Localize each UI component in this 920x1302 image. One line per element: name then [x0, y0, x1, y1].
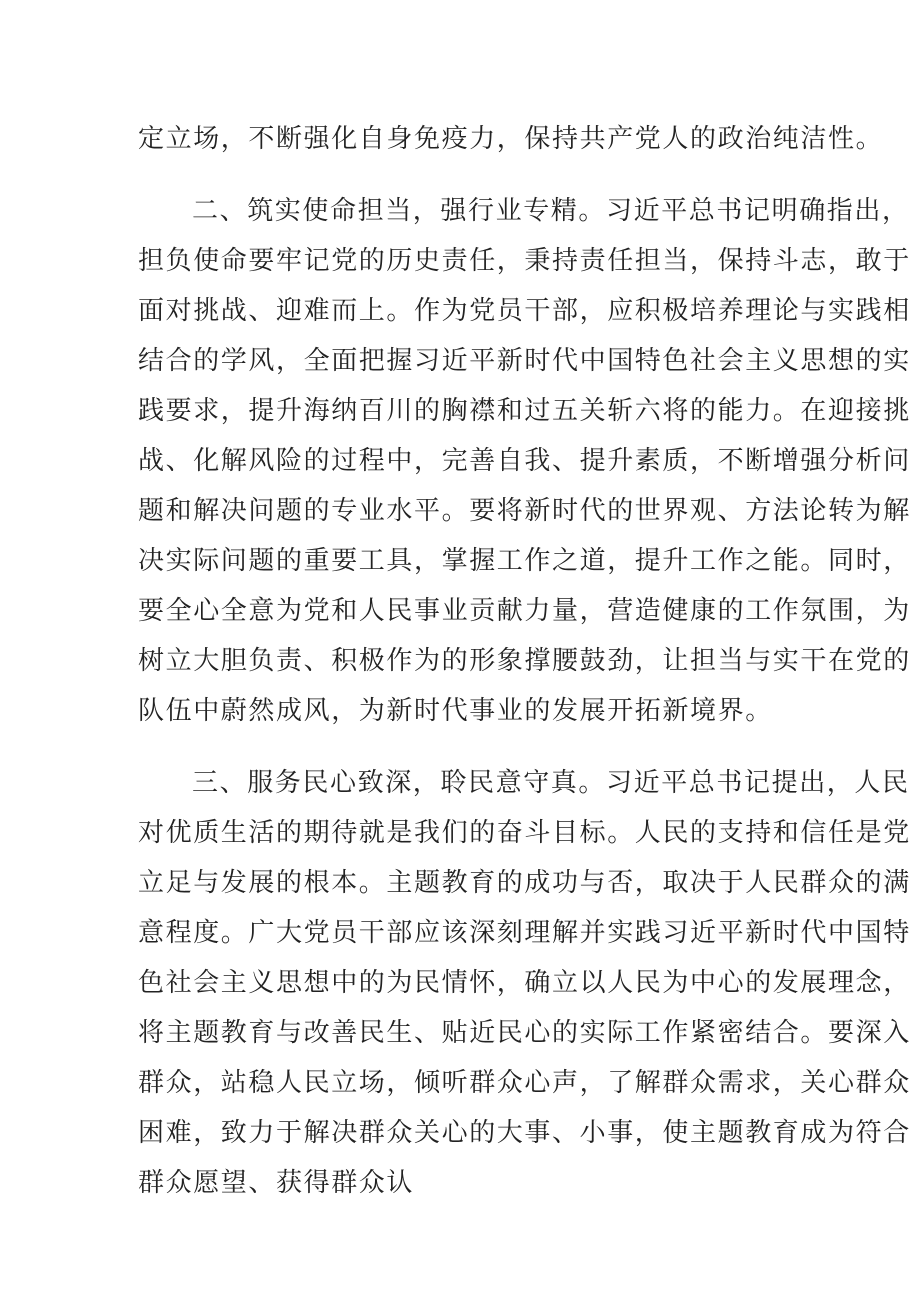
- paragraph-1-continuation: [138, 114, 884, 164]
- paragraph-3: [138, 758, 911, 1208]
- text-line: 树立大胆负责、积极作为的形象撑腰鼓劲，让担当与实干在党的: [138, 646, 911, 676]
- text-line: 定立场，不断强化自身免疫力，保持共产党人的政治纯洁性。: [138, 124, 884, 154]
- text-line: 二、筑实使命担当，强行业专精。习近平总书记明确指出，: [192, 196, 910, 226]
- text-line: 将主题教育与改善民生、贴近民心的实际工作紧密结合。要深入: [138, 1018, 911, 1048]
- document-body: [138, 114, 911, 1208]
- text-line: 要全心全意为党和人民事业贡献力量，营造健康的工作氛围，为: [138, 596, 911, 626]
- text-line: 困难，致力于解决群众关心的大事、小事，使主题教育成为符合: [138, 1118, 911, 1148]
- text-line: 践要求，提升海纳百川的胸襟和过五关斩六将的能力。在迎接挑: [138, 396, 911, 426]
- text-line: 群众，站稳人民立场，倾听群众心声，了解群众需求，关心群众: [138, 1068, 911, 1098]
- text-line: 担负使命要牢记党的历史责任，秉持责任担当，保持斗志，敢于: [138, 246, 911, 276]
- text-line: 决实际问题的重要工具，掌握工作之道，提升工作之能。同时，: [138, 546, 911, 576]
- text-line: 意程度。广大党员干部应该深刻理解并实践习近平新时代中国特: [138, 918, 911, 948]
- text-line: 色社会主义思想中的为民情怀，确立以人民为中心的发展理念，: [138, 968, 911, 998]
- text-line: 三、服务民心致深，聆民意守真。习近平总书记提出，人民: [192, 768, 910, 798]
- paragraph-2: [138, 186, 911, 736]
- text-line: 队伍中蔚然成风，为新时代事业的发展开拓新境界。: [138, 696, 773, 726]
- text-line: 对优质生活的期待就是我们的奋斗目标。人民的支持和信任是党: [138, 818, 911, 848]
- text-line: 结合的学风，全面把握习近平新时代中国特色社会主义思想的实: [138, 346, 911, 376]
- text-line: 立足与发展的根本。主题教育的成功与否，取决于人民群众的满: [138, 868, 911, 898]
- text-line: 面对挑战、迎难而上。作为党员干部，应积极培养理论与实践相: [138, 296, 911, 326]
- text-line: 题和解决问题的专业水平。要将新时代的世界观、方法论转为解: [138, 496, 911, 526]
- text-line: 战、化解风险的过程中，完善自我、提升素质，不断增强分析问: [138, 446, 911, 476]
- text-line: 群众愿望、获得群众认: [138, 1168, 415, 1198]
